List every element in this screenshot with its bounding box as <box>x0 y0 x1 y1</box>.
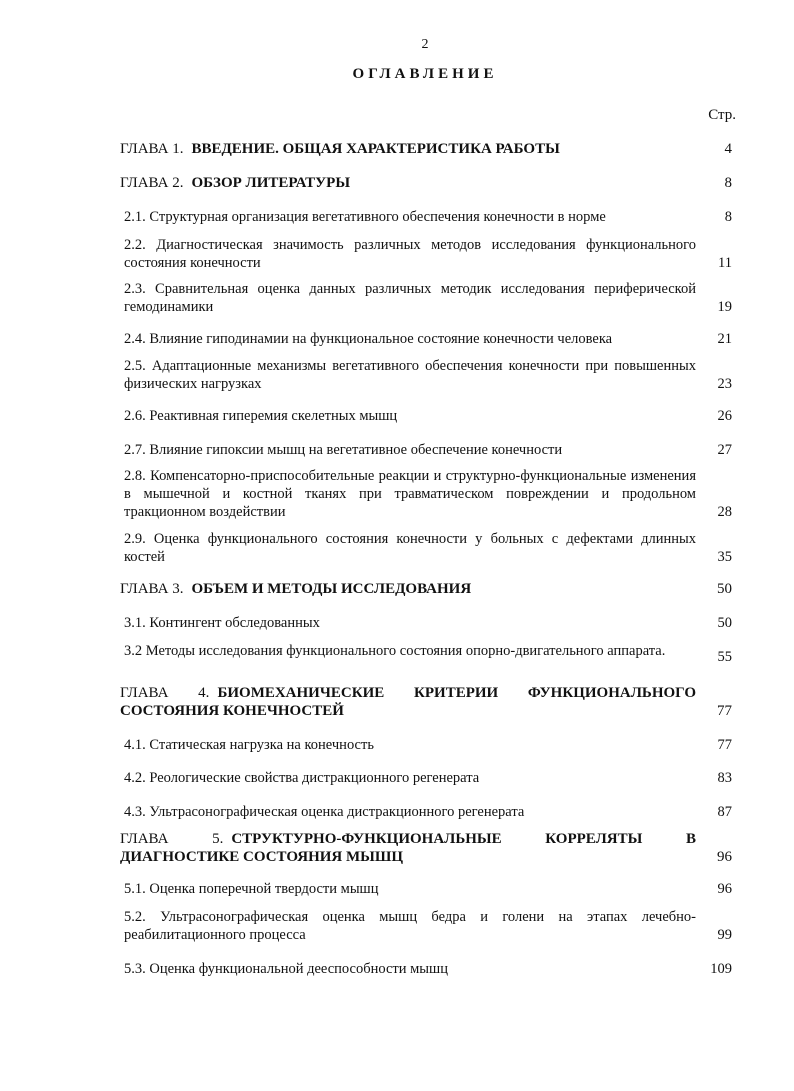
toc-page-number: 8 <box>724 209 732 225</box>
toc-page-number: 96 <box>717 881 732 897</box>
page-title: ОГЛАВЛЕНИЕ <box>352 66 498 82</box>
toc-entry-text: 2.5. Адаптационные механизмы вегетативного обеспечения конечности при повышенных физических нагрузках <box>124 358 696 392</box>
chapter-label: ГЛАВА 1. <box>120 141 184 157</box>
toc-page-number: 21 <box>717 331 732 347</box>
toc-entry-text: 5.1. Оценка поперечной твердости мышц <box>124 881 379 897</box>
chapter-title: СТРУКТУРНО-ФУНКЦИОНАЛЬНЫЕ КОРРЕЛЯТЫ В ДИАГНОСТИКЕ СОСТОЯНИЯ МЫШЦ <box>120 831 696 865</box>
toc-page-number: 87 <box>717 804 732 820</box>
toc-entry-text: 3.1. Контингент обследованных <box>124 615 320 631</box>
chapter-label: ГЛАВА 3. <box>120 581 184 597</box>
toc-page-number: 50 <box>717 615 732 631</box>
toc-page-number: 77 <box>717 737 732 753</box>
toc-entry-text: 2.7. Влияние гипоксии мышц на вегетативное обеспечение конечности <box>124 442 563 458</box>
chapter-title: ОБЪЕМ И МЕТОДЫ ИССЛЕДОВАНИЯ <box>191 581 472 597</box>
toc-entry-text: 3.2 Методы исследования функционального состояния опорно-двигательного аппарата. <box>124 643 666 659</box>
toc-entry-text: 5.3. Оценка функциональной дееспособности мышц <box>124 961 448 977</box>
toc-entry-text: 2.9. Оценка функционального состояния конечности у больных с дефектами длинных костей <box>124 531 696 565</box>
chapter-title: БИОМЕХАНИЧЕСКИЕ КРИТЕРИИ ФУНКЦИОНАЛЬНОГО СОСТОЯНИЯ КОНЕЧНОСТЕЙ <box>120 685 696 719</box>
toc-page-number: 26 <box>717 408 732 424</box>
toc-page-number: 96 <box>717 849 732 865</box>
toc-page-number: 27 <box>717 442 732 458</box>
chapter-label: ГЛАВА 4. <box>120 685 210 701</box>
toc-page-number: 19 <box>717 299 732 315</box>
toc-entry-text: 2.3. Сравнительная оценка данных различных методик исследования периферической гемодинамики <box>124 281 696 315</box>
chapter-title: ВВЕДЕНИЕ. ОБЩАЯ ХАРАКТЕРИСТИКА РАБОТЫ <box>191 141 560 157</box>
toc-page-number: 77 <box>717 703 732 719</box>
toc-entry-text: 4.1. Статическая нагрузка на конечность <box>124 737 374 753</box>
toc-entry-text: 2.4. Влияние гиподинамии на функциональное состояние конечности человека <box>124 331 613 347</box>
chapter-label: ГЛАВА 5. <box>120 831 224 847</box>
toc-page-number: 99 <box>717 927 732 943</box>
toc-entry-text: 5.2. Ультрасонографическая оценка мышц бедра и голени на этапах лечебно-реабилитационного процесса <box>124 909 696 943</box>
toc-page-number: 28 <box>717 504 732 520</box>
toc-page-number: 55 <box>717 649 732 665</box>
toc-entry-text: 2.8. Компенсаторно-приспособительные реакции и структурно-функциональные изменения в мышечной и костной тканях при травматическом повреждении и продольном тракционном воздействии <box>124 468 696 520</box>
toc-page-number: 109 <box>710 961 732 977</box>
toc-entry-text: 2.6. Реактивная гиперемия скелетных мышц <box>124 408 398 424</box>
toc-page-number: 11 <box>718 255 732 271</box>
toc-entry-text: 2.1. Структурная организация вегетативного обеспечения конечности в норме <box>124 209 606 225</box>
toc-page-number: 8 <box>724 175 732 191</box>
toc-page-number: 50 <box>717 581 732 597</box>
page-column-label: Стр. <box>708 107 736 123</box>
toc-page-number: 4 <box>724 141 732 157</box>
toc-entry-text: 2.2. Диагностическая значимость различных методов исследования функционального состояния конечности <box>124 237 696 271</box>
toc-page-number: 83 <box>717 770 732 786</box>
toc-page-number: 35 <box>717 549 732 565</box>
chapter-title: ОБЗОР ЛИТЕРАТУРЫ <box>191 175 351 191</box>
toc-entry-text: 4.2. Реологические свойства дистракционного регенерата <box>124 770 480 786</box>
toc-page-number: 23 <box>717 376 732 392</box>
page-number: 2 <box>421 37 429 52</box>
chapter-label: ГЛАВА 2. <box>120 175 184 191</box>
toc-entry-text: 4.3. Ультрасонографическая оценка дистракционного регенерата <box>124 804 525 820</box>
